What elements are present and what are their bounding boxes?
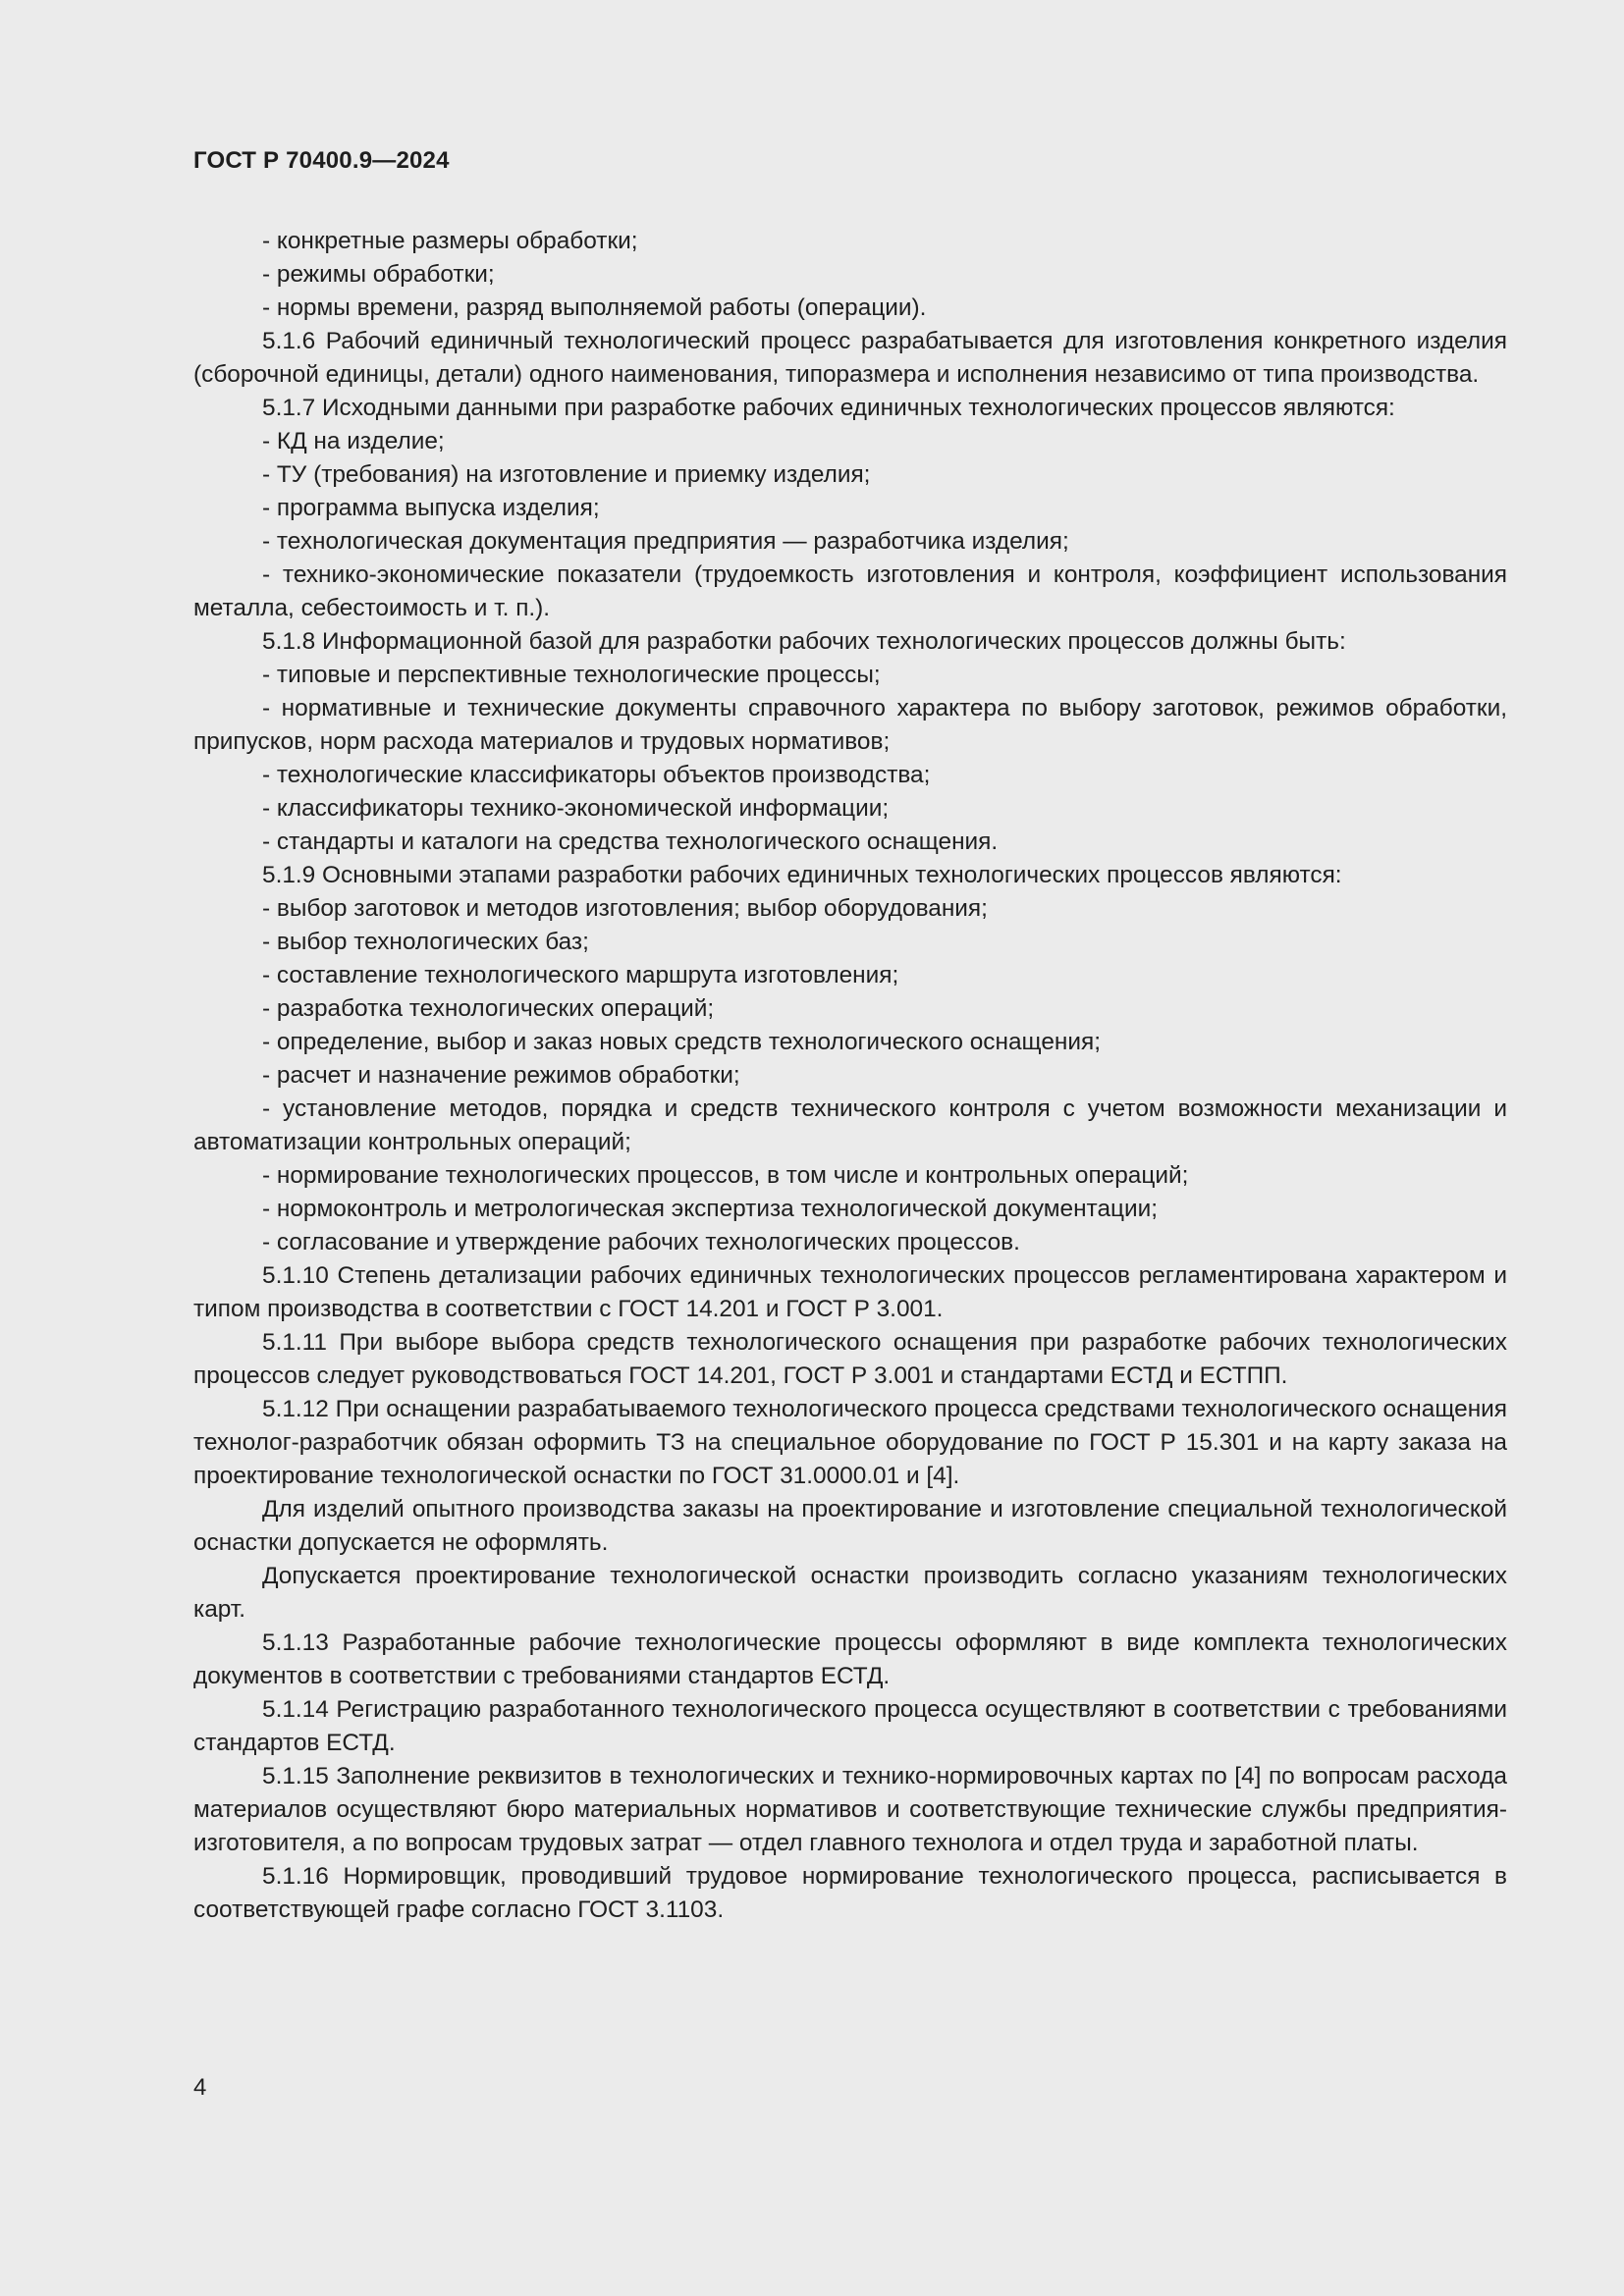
list-item: - классификаторы технико-экономической информации;: [262, 795, 890, 822]
list-item: - нормативные и технические документы справочного характера по выбору заготовок, режимов обработки, припусков, норм расхода материалов и трудовых нормативов;: [193, 695, 1507, 755]
list-item: - разработка технологических операций;: [262, 995, 715, 1022]
clause-5-1-15: 5.1.15 Заполнение реквизитов в технологических и технико-нормировочных картах по [4] по вопросам расхода материалов осуществляют бюро материальных нормативов и соответствующие технические службы предприятия-изготовителя, а по вопросам трудовых затрат — отдел главного технолога и отдел труда и заработной платы.: [193, 1763, 1507, 1856]
list-item: - выбор технологических баз;: [262, 929, 589, 955]
document-body: [193, 225, 1507, 1927]
clause-5-1-7: 5.1.7 Исходными данными при разработке рабочих единичных технологических процессов являются:: [262, 395, 1395, 421]
list-item: - КД на изделие;: [262, 428, 445, 454]
page-number: 4: [193, 2074, 207, 2101]
list-item: - технико-экономические показатели (трудоемкость изготовления и контроля, коэффициент использования металла, себестоимость и т. п.).: [193, 561, 1507, 621]
list-item: - согласование и утверждение рабочих технологических процессов.: [262, 1229, 1020, 1255]
paragraph: Для изделий опытного производства заказы на проектирование и изготовление специальной технологической оснастки допускается не оформлять.: [193, 1496, 1507, 1556]
list-item: - установление методов, порядка и средств технического контроля с учетом возможности механизации и автоматизации контрольных операций;: [193, 1095, 1507, 1155]
clause-5-1-11: 5.1.11 При выборе выбора средств технологического оснащения при разработке рабочих технологических процессов следует руководствоваться ГОСТ 14.201, ГОСТ Р 3.001 и стандартами ЕСТД и ЕСТПП.: [193, 1329, 1507, 1389]
clause-5-1-16: 5.1.16 Нормировщик, проводивший трудовое нормирование технологического процесса, расписывается в соответствующей графе согласно ГОСТ 3.1103.: [193, 1863, 1507, 1923]
clause-5-1-13: 5.1.13 Разработанные рабочие технологические процессы оформляют в виде комплекта технологических документов в соответствии с требованиями стандартов ЕСТД.: [193, 1629, 1507, 1689]
clause-5-1-9: 5.1.9 Основными этапами разработки рабочих единичных технологических процессов являются:: [262, 862, 1342, 888]
list-item: - нормоконтроль и метрологическая экспертиза технологической документации;: [262, 1196, 1159, 1222]
list-item: - нормирование технологических процессов, в том числе и контрольных операций;: [262, 1162, 1189, 1189]
list-item: - режимы обработки;: [262, 261, 495, 288]
clause-5-1-8: 5.1.8 Информационной базой для разработки рабочих технологических процессов должны быть:: [262, 628, 1346, 655]
list-item: - стандарты и каталоги на средства технологического оснащения.: [262, 828, 999, 855]
paragraph: Допускается проектирование технологической оснастки производить согласно указаниям технологических карт.: [193, 1563, 1507, 1623]
list-item: - технологическая документация предприятия — разработчика изделия;: [262, 528, 1069, 555]
clause-5-1-10: 5.1.10 Степень детализации рабочих единичных технологических процессов регламентирована характером и типом производства в соответствии с ГОСТ 14.201 и ГОСТ Р 3.001.: [193, 1262, 1507, 1322]
list-item: - технологические классификаторы объектов производства;: [262, 762, 931, 788]
clause-5-1-6: 5.1.6 Рабочий единичный технологический процесс разрабатывается для изготовления конкретного изделия (сборочной единицы, детали) одного наименования, типоразмера и исполнения независимо от типа производства.: [193, 328, 1507, 388]
list-item: - программа выпуска изделия;: [262, 495, 600, 521]
list-item: - нормы времени, разряд выполняемой работы (операции).: [262, 294, 927, 321]
document-header: ГОСТ Р 70400.9—2024: [193, 147, 450, 174]
list-item: - определение, выбор и заказ новых средств технологического оснащения;: [262, 1029, 1101, 1055]
list-item: - составление технологического маршрута изготовления;: [262, 962, 899, 988]
list-item: - конкретные размеры обработки;: [262, 228, 638, 254]
list-item: - ТУ (требования) на изготовление и приемку изделия;: [262, 461, 871, 488]
clause-5-1-12: 5.1.12 При оснащении разрабатываемого технологического процесса средствами технологического оснащения технолог-разработчик обязан оформить ТЗ на специальное оборудование по ГОСТ Р 15.301 и на карту заказа на проектирование технологической оснастки по ГОСТ 31.0000.01 и [4].: [193, 1396, 1507, 1489]
list-item: - выбор заготовок и методов изготовления; выбор оборудования;: [262, 895, 988, 922]
clause-5-1-14: 5.1.14 Регистрацию разработанного технологического процесса осуществляют в соответствии с требованиями стандартов ЕСТД.: [193, 1696, 1507, 1756]
list-item: - расчет и назначение режимов обработки;: [262, 1062, 740, 1089]
list-item: - типовые и перспективные технологические процессы;: [262, 662, 881, 688]
